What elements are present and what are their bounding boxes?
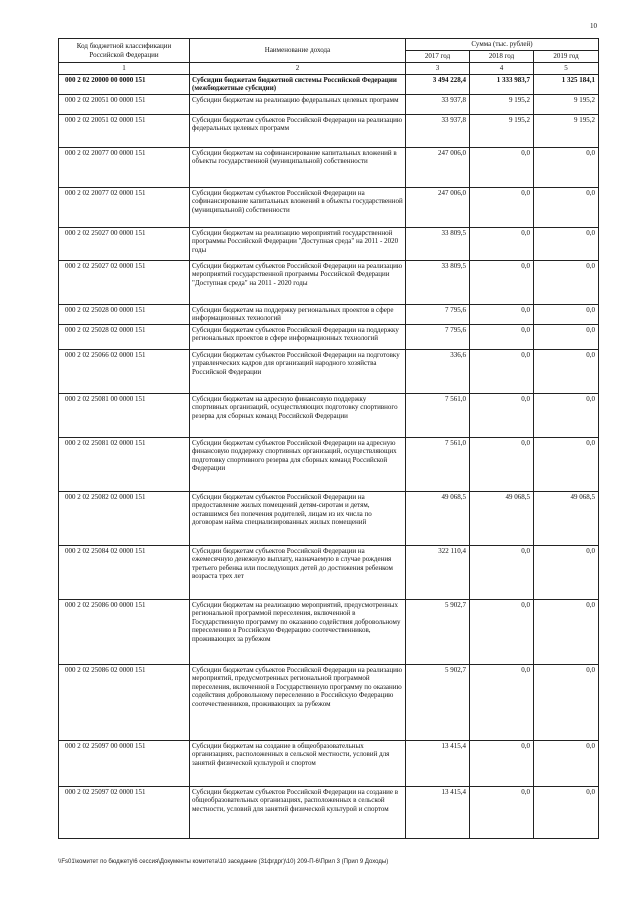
revenue-name-cell: Субсидии бюджетам на софинансирование капитальных вложений в объекты государственной (муниципальной) собственности: [190, 147, 406, 187]
amount-2019-cell: 9 195,2: [534, 114, 599, 147]
column-index-row: [59, 63, 599, 75]
table-row: [59, 545, 599, 599]
budget-code-cell: 000 2 02 25097 02 0000 151: [59, 786, 190, 838]
amount-2018-cell: 0,0: [470, 304, 534, 324]
revenue-name-cell: Субсидии бюджетам на поддержку региональных проектов в сфере информационных технологий: [190, 304, 406, 324]
amount-2017-cell: 33 809,5: [406, 227, 470, 260]
amount-2017-cell: 247 006,0: [406, 147, 470, 187]
budget-code-cell: 000 2 02 25081 00 0000 151: [59, 393, 190, 437]
amount-2017-cell: 13 415,4: [406, 740, 470, 786]
amount-2017-cell: 336,6: [406, 349, 470, 393]
revenue-name-cell: Субсидии бюджетам бюджетной системы Российской Федерации (межбюджетные субсидии): [190, 74, 406, 94]
amount-2019-cell: 49 068,5: [534, 491, 599, 545]
revenue-name-cell: Субсидии бюджетам субъектов Российской Федерации на реализацию мероприятий государственной программы Российской Федерации "Доступная среда" на 2011 - 2020 годы: [190, 260, 406, 304]
table-row: [59, 437, 599, 491]
amount-2017-cell: 7 795,6: [406, 304, 470, 324]
amount-2019-cell: 0,0: [534, 260, 599, 304]
revenue-name-cell: Субсидии бюджетам субъектов Российской Федерации на поддержку региональных проектов в сфере информационных технологий: [190, 324, 406, 349]
amount-2019-cell: 0,0: [534, 437, 599, 491]
amount-2019-cell: 9 195,2: [534, 94, 599, 114]
amount-2017-cell: 7 561,0: [406, 437, 470, 491]
table-header: [59, 39, 599, 75]
column-index: 4: [470, 63, 534, 75]
table-body: [59, 74, 599, 838]
table-row: [59, 491, 599, 545]
page-number: 10: [590, 22, 597, 30]
amount-2019-cell: 0,0: [534, 187, 599, 227]
budget-code-cell: 000 2 02 20077 02 0000 151: [59, 187, 190, 227]
budget-code-cell: 000 2 02 25028 02 0000 151: [59, 324, 190, 349]
revenue-name-cell: Субсидии бюджетам субъектов Российской Федерации на предоставление жилых помещений детям-сиротам и детям, оставшимся без попечения родителей, лицам из их числа по договорам найма специализированных жилых помещений: [190, 491, 406, 545]
amount-2017-cell: 247 006,0: [406, 187, 470, 227]
amount-2018-cell: 1 333 983,7: [470, 74, 534, 94]
header-year-2019: 2019 год: [534, 51, 599, 63]
amount-2019-cell: 0,0: [534, 599, 599, 664]
column-index: 5: [534, 63, 599, 75]
amount-2018-cell: 0,0: [470, 227, 534, 260]
amount-2018-cell: 9 195,2: [470, 114, 534, 147]
table-row: [59, 786, 599, 838]
revenue-name-cell: Субсидии бюджетам на адресную финансовую поддержку спортивных организаций, осуществляющих подготовку спортивного резерва для сборных команд Российской Федерации: [190, 393, 406, 437]
amount-2019-cell: 0,0: [534, 545, 599, 599]
budget-code-cell: 000 2 02 25082 02 0000 151: [59, 491, 190, 545]
amount-2018-cell: 0,0: [470, 260, 534, 304]
amount-2018-cell: 0,0: [470, 664, 534, 740]
table-row: [59, 147, 599, 187]
amount-2018-cell: 0,0: [470, 393, 534, 437]
budget-code-cell: 000 2 02 25084 02 0000 151: [59, 545, 190, 599]
revenue-name-cell: Субсидии бюджетам субъектов Российской Федерации на софинансирование капитальных вложений в объекты государственной (муниципальной) собственности: [190, 187, 406, 227]
amount-2019-cell: 0,0: [534, 349, 599, 393]
footer-file-path: \\Fs01\комитет по бюджету\6 сессия\Документы комитета\10 заседание (31фгдрг)\10) 209-П-6\Прил 3 (Прил 9 Доходы): [58, 859, 389, 865]
budget-code-cell: 000 2 02 25086 00 0000 151: [59, 599, 190, 664]
table-row: [59, 664, 599, 740]
amount-2019-cell: 0,0: [534, 304, 599, 324]
amount-2018-cell: 0,0: [470, 349, 534, 393]
column-index: 3: [406, 63, 470, 75]
budget-code-cell: 000 2 02 25081 02 0000 151: [59, 437, 190, 491]
budget-code-cell: 000 2 02 25028 00 0000 151: [59, 304, 190, 324]
amount-2018-cell: 0,0: [470, 740, 534, 786]
table-row: [59, 227, 599, 260]
amount-2019-cell: 0,0: [534, 227, 599, 260]
table-row: [59, 114, 599, 147]
revenue-name-cell: Субсидии бюджетам на реализацию мероприятий государственной программы Российской Федерации "Доступная среда" на 2011 - 2020 годы: [190, 227, 406, 260]
budget-code-cell: 000 2 02 25066 02 0000 151: [59, 349, 190, 393]
amount-2017-cell: 5 902,7: [406, 664, 470, 740]
amount-2019-cell: 0,0: [534, 147, 599, 187]
budget-code-cell: 000 2 02 20077 00 0000 151: [59, 147, 190, 187]
table-row: [59, 740, 599, 786]
table-row: [59, 187, 599, 227]
revenue-name-cell: Субсидии бюджетам субъектов Российской Федерации на создание в общеобразовательных организациях, расположенных в сельской местности, условий для занятий физической культурой и спортом: [190, 786, 406, 838]
budget-code-cell: 000 2 02 25027 02 0000 151: [59, 260, 190, 304]
revenue-name-cell: Субсидии бюджетам субъектов Российской Федерации на реализацию федеральных целевых программ: [190, 114, 406, 147]
amount-2019-cell: 1 325 184,1: [534, 74, 599, 94]
revenue-name-cell: Субсидии бюджетам на реализацию мероприятий, предусмотренных региональной программой переселения, включенной в Государственную программу по оказанию содействия добровольному переселению в Российскую Федерацию соотечественников, проживающих за рубежом: [190, 599, 406, 664]
amount-2018-cell: 0,0: [470, 437, 534, 491]
amount-2017-cell: 3 494 228,4: [406, 74, 470, 94]
amount-2018-cell: 9 195,2: [470, 94, 534, 114]
revenue-table: [58, 38, 599, 839]
amount-2018-cell: 0,0: [470, 786, 534, 838]
header-code-column: Код бюджетной классификации Российской Федерации: [59, 39, 190, 63]
amount-2017-cell: 13 415,4: [406, 786, 470, 838]
amount-2017-cell: 49 068,5: [406, 491, 470, 545]
table-row: [59, 324, 599, 349]
table-row: [59, 599, 599, 664]
column-index: 1: [59, 63, 190, 75]
amount-2017-cell: 33 809,5: [406, 260, 470, 304]
budget-code-cell: 000 2 02 25086 02 0000 151: [59, 664, 190, 740]
amount-2017-cell: 322 110,4: [406, 545, 470, 599]
table-row: [59, 260, 599, 304]
header-name-column: Наименование дохода: [190, 39, 406, 63]
amount-2017-cell: 33 937,8: [406, 94, 470, 114]
budget-code-cell: 000 2 02 20051 02 0000 151: [59, 114, 190, 147]
amount-2019-cell: 0,0: [534, 664, 599, 740]
amount-2019-cell: 0,0: [534, 393, 599, 437]
revenue-name-cell: Субсидии бюджетам на реализацию федеральных целевых программ: [190, 94, 406, 114]
amount-2019-cell: 0,0: [534, 740, 599, 786]
revenue-name-cell: Субсидии бюджетам субъектов Российской Федерации на ежемесячную денежную выплату, назначаемую в случае рождения третьего ребенка или последующих детей до достижения ребенком возраста трех лет: [190, 545, 406, 599]
amount-2018-cell: 0,0: [470, 324, 534, 349]
budget-code-cell: 000 2 02 20051 00 0000 151: [59, 94, 190, 114]
budget-code-cell: 000 2 02 25027 00 0000 151: [59, 227, 190, 260]
table-row: [59, 304, 599, 324]
budget-code-cell: 000 2 02 20000 00 0000 151: [59, 74, 190, 94]
amount-2018-cell: 0,0: [470, 599, 534, 664]
revenue-name-cell: Субсидии бюджетам субъектов Российской Федерации на адресную финансовую поддержку спортивных организаций, осуществляющих подготовку спортивного резерва для сборных команд Российской Федерации: [190, 437, 406, 491]
amount-2019-cell: 0,0: [534, 786, 599, 838]
amount-2018-cell: 0,0: [470, 147, 534, 187]
revenue-name-cell: Субсидии бюджетам на создание в общеобразовательных организациях, расположенных в сельской местности, условий для занятий физической культурой и спортом: [190, 740, 406, 786]
table-row: [59, 74, 599, 94]
amount-2017-cell: 7 795,6: [406, 324, 470, 349]
header-year-2018: 2018 год: [470, 51, 534, 63]
amount-2018-cell: 0,0: [470, 187, 534, 227]
amount-2017-cell: 7 561,0: [406, 393, 470, 437]
budget-code-cell: 000 2 02 25097 00 0000 151: [59, 740, 190, 786]
amount-2017-cell: 33 937,8: [406, 114, 470, 147]
header-sum-column: Сумма (тыс. рублей): [406, 39, 599, 51]
column-index: 2: [190, 63, 406, 75]
amount-2018-cell: 49 068,5: [470, 491, 534, 545]
amount-2018-cell: 0,0: [470, 545, 534, 599]
amount-2019-cell: 0,0: [534, 324, 599, 349]
table-row: [59, 393, 599, 437]
header-year-2017: 2017 год: [406, 51, 470, 63]
table-row: [59, 349, 599, 393]
table-row: [59, 94, 599, 114]
revenue-name-cell: Субсидии бюджетам субъектов Российской Федерации на подготовку управленческих кадров для организаций народного хозяйства Российской Федерации: [190, 349, 406, 393]
amount-2017-cell: 5 902,7: [406, 599, 470, 664]
revenue-name-cell: Субсидии бюджетам субъектов Российской Федерации на реализацию мероприятий, предусмотренных региональной программой переселения, включенной в Государственную программу по оказанию содействия добровольному переселению в Российскую Федерацию соотечественников, проживающих за рубежом: [190, 664, 406, 740]
